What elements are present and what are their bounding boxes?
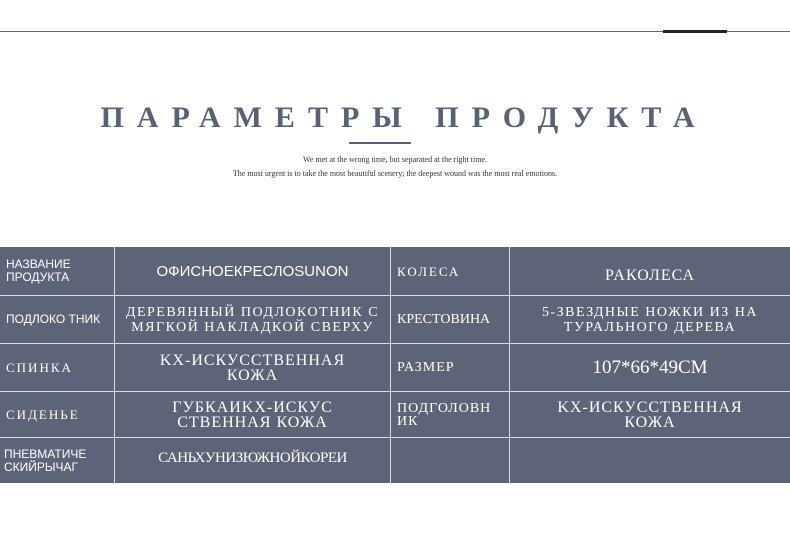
row5-label-left: ПНЕВМАТИЧЕ СКИЙРЫЧАГ — [4, 446, 87, 474]
row3-label-left: СПИНКА — [6, 360, 73, 375]
row1-value-left: ОФИСНОЕКРЕСЛОSUNON — [156, 262, 349, 280]
title-underline — [349, 142, 411, 144]
row5-value-left: САНЬХУНИЗЮЖНОЙКОРЕИ — [158, 449, 347, 466]
row1-label-left: НАЗВАНИЕ ПРОДУКТА — [6, 257, 71, 284]
row4-label-right: ПОДГОЛОВН ИК — [397, 400, 492, 429]
row3-value-right: 107*66*49CM — [592, 357, 708, 378]
top-accent-bar — [663, 30, 727, 33]
subtitle-line-2: The most urgent is to take the most beautiful scenery; the deepest wound was the most real emotions. — [232, 169, 558, 178]
row5-value-right — [510, 438, 790, 483]
row2-label-left: ПОДЛОКО ТНИК — [6, 312, 101, 326]
row5-label-right — [391, 438, 509, 483]
row3-label-right: РАЗМЕР — [397, 360, 455, 375]
row2-value-left: ДЕРЕВЯННЫЙ ПОДЛОКОТНИК С МЯГКОЙ НАКЛАДКОЙ СВЕРХУ — [125, 304, 380, 335]
row2-label-right: КРЕСТОВИНА — [397, 312, 491, 327]
row4-value-right: KX-ИСКУССТВЕННАЯ КОЖА — [557, 398, 743, 431]
row4-value-left: ГУБКАИKX-ИСКУС СТВЕННАЯ КОЖА — [172, 398, 333, 431]
page-title: ПАРАМЕТРЫ ПРОДУКТА — [100, 101, 708, 134]
row2-value-right: 5-ЗВЕЗДНЫЕ НОЖКИ ИЗ НА ТУРАЛЬНОГО ДЕРЕВА — [541, 304, 759, 335]
row4-label-left: СИДЕНЬЕ — [6, 407, 80, 422]
row3-value-left: KX-ИСКУССТВЕННАЯ КОЖА — [159, 351, 346, 384]
row1-value-right: PAКОЛЕСА — [604, 266, 696, 284]
product-parameters-table — [0, 247, 790, 483]
row1-label-right: КОЛЕСА — [397, 263, 461, 279]
subtitle-line-1: We met at the wrong time, but separated at the right time. — [303, 155, 487, 164]
